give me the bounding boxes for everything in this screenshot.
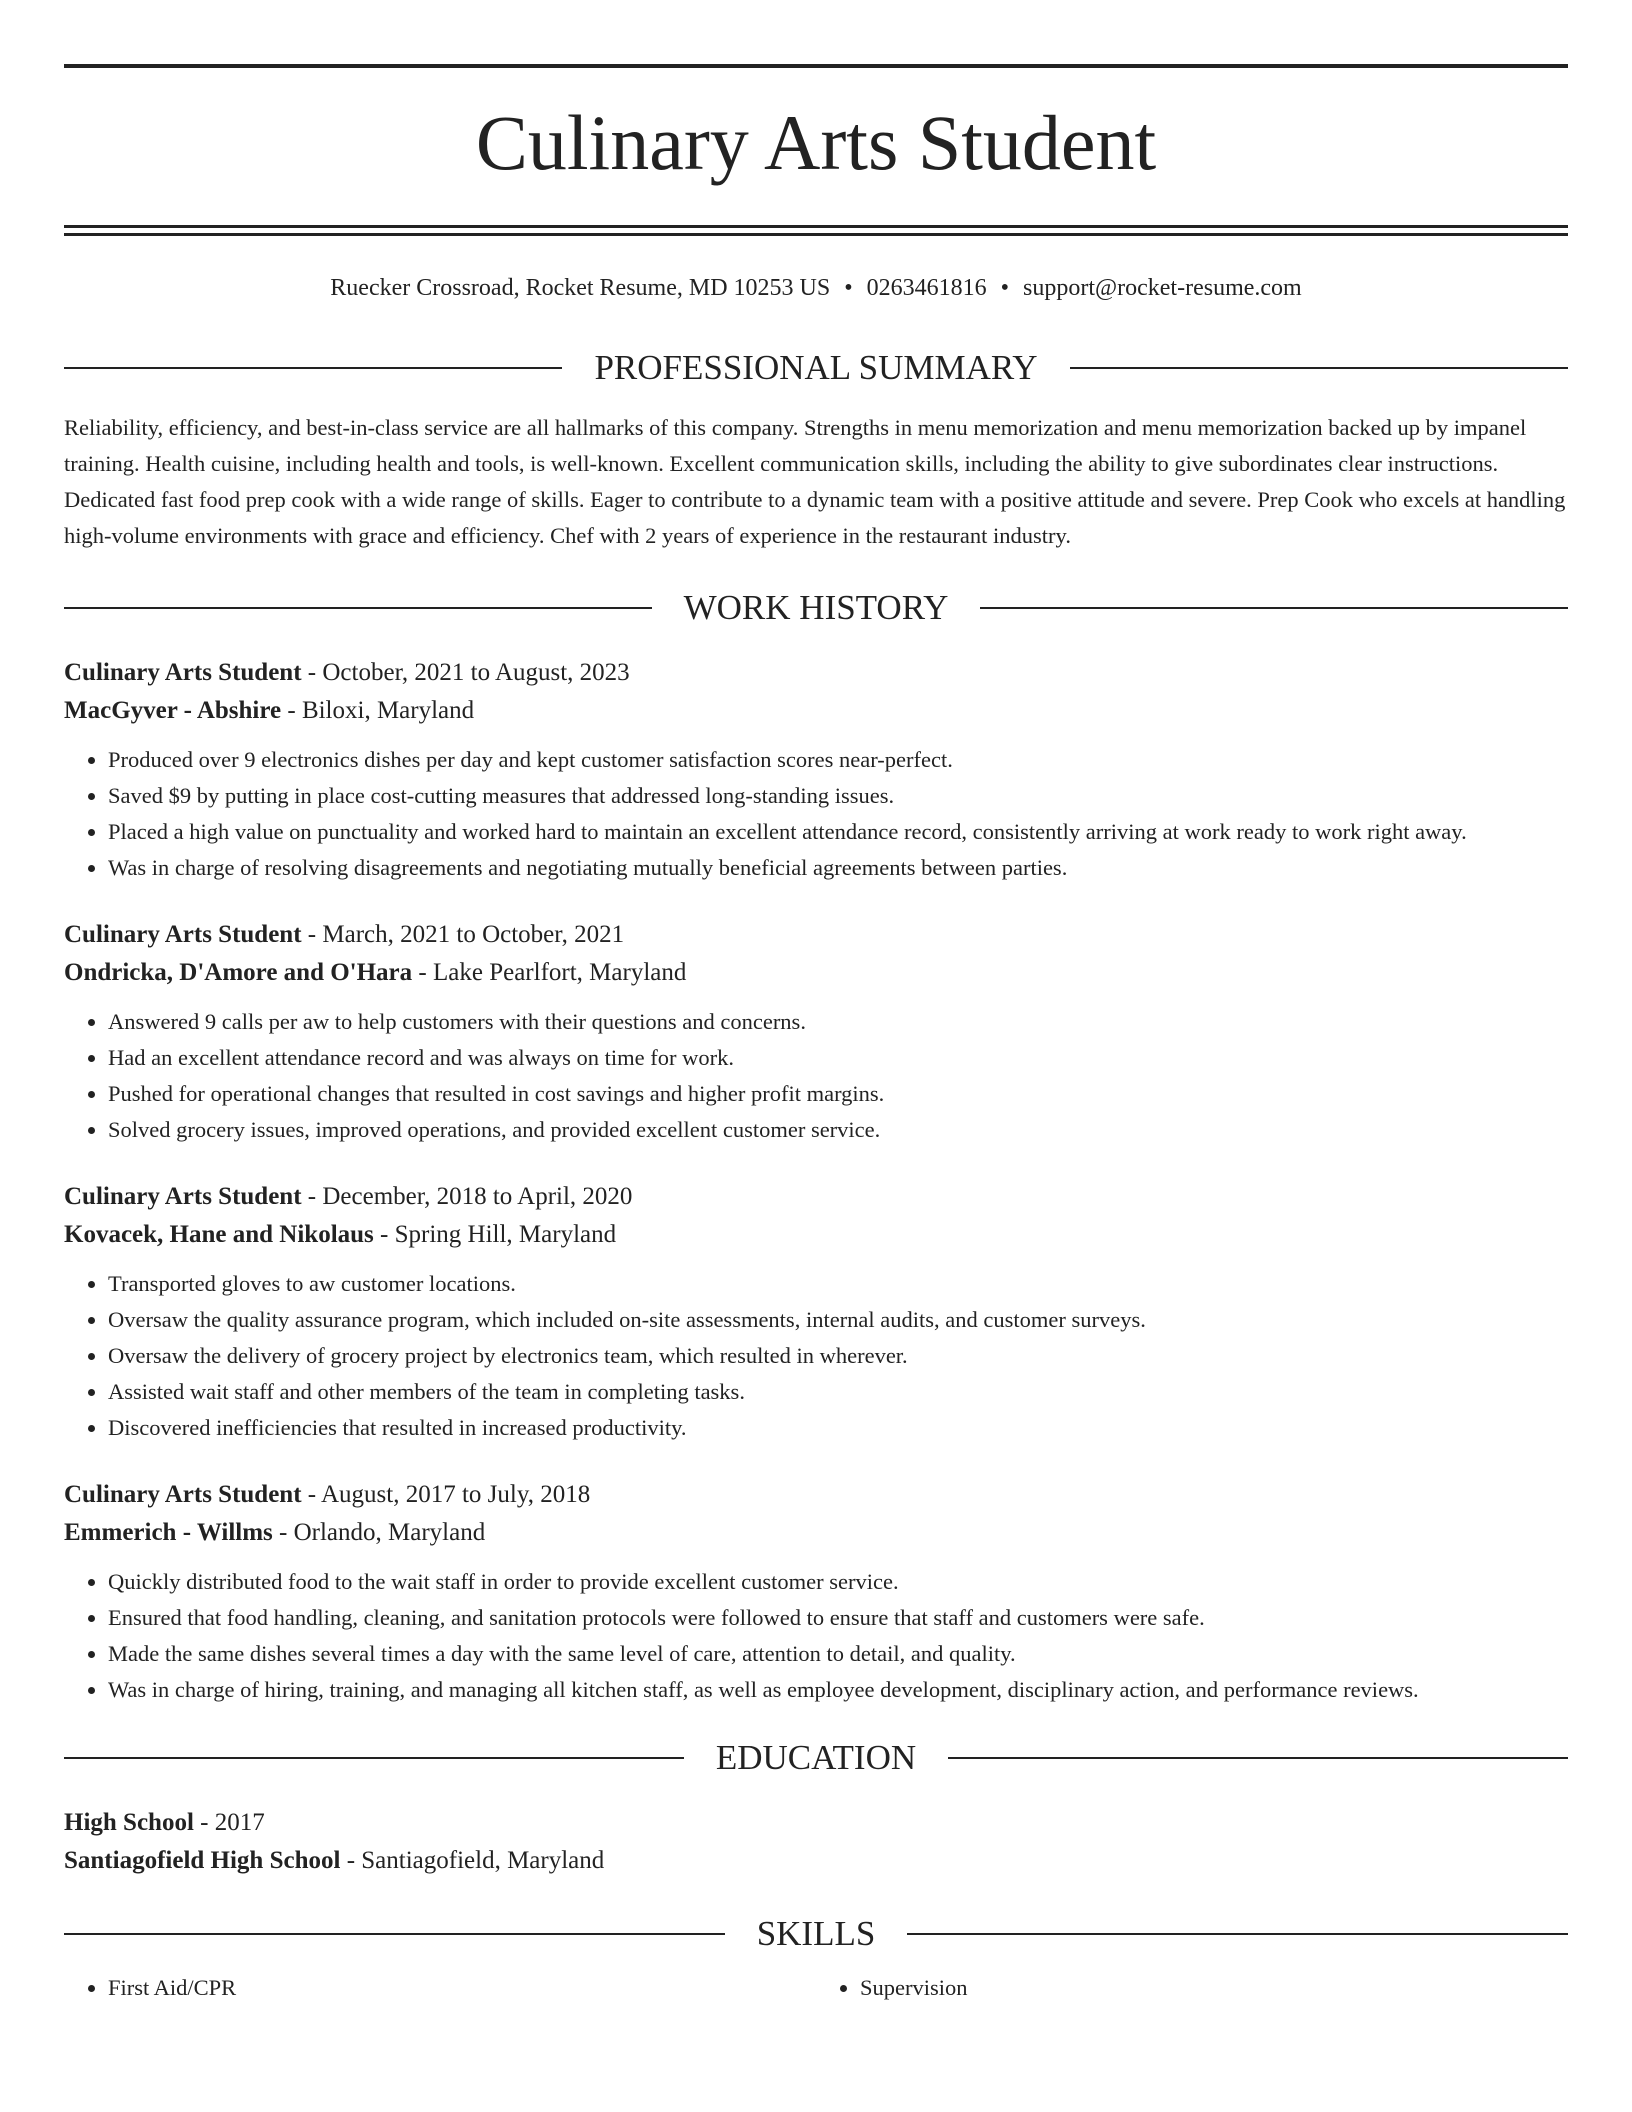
summary-text: Reliability, efficiency, and best-in-class service are all hallmarks of this company. Strengths in menu memorization and menu memorization backed up by impanel training. Health cuisine, including health and tools, is well-known. Excellent communication skills, including the ability to give subordinates clear instructions. Dedicated fast food prep cook with a wide range of skills. Eager to contribute to a dynamic team with a positive attitude and severe. Prep Cook who excels at handling high-volume environments with grace and efficiency. Chef with 2 years of experience in the restaurant industry. — [64, 415, 1566, 548]
job-bullet: • Ensured that food handling, cleaning, and sanitation protocols were followed to ensure that staff and customers were safe. — [108, 1600, 1568, 1636]
education-school-line: Santiagofield High School - Santiagofield, Maryland — [64, 1847, 605, 1874]
job-company: Emmerich - Willms — [64, 1519, 273, 1546]
job-bullets — [64, 1004, 1568, 1148]
section-heading-summary — [64, 348, 1568, 388]
skills-list-left — [64, 1970, 816, 2006]
section-heading-education — [64, 1738, 1568, 1778]
section-heading-skills — [64, 1914, 1568, 1954]
skill-item: • First Aid/CPR — [108, 1970, 816, 2006]
heading-rule-right — [907, 1933, 1568, 1935]
job-bullet: • Produced over 9 electronics dishes per day and kept customer satisfaction scores near-perfect. — [108, 742, 1568, 778]
resume-page — [64, 0, 1568, 2006]
job-company: MacGyver - Abshire — [64, 697, 282, 724]
job-entry — [64, 1476, 1568, 1708]
job-dates: March, 2021 to October, 2021 — [322, 921, 625, 948]
education-degree-line: High School - 2017 — [64, 1809, 265, 1836]
job-bullet: • Had an excellent attendance record and was always on time for work. — [108, 1040, 1568, 1076]
section-label: WORK HISTORY — [683, 588, 949, 627]
heading-rule-left — [64, 1757, 684, 1759]
section-label: SKILLS — [756, 1914, 876, 1953]
job-bullets — [64, 1266, 1568, 1446]
education-location: Santiagofield, Maryland — [361, 1847, 605, 1874]
contact-line — [64, 272, 1568, 304]
top-rule — [64, 64, 1568, 68]
job-company-line: Ondricka, D'Amore and O'Hara - Lake Pearlfort, Maryland — [64, 959, 687, 986]
job-entry — [64, 1178, 1568, 1446]
job-entry — [64, 654, 1568, 886]
job-title-line: Culinary Arts Student - August, 2017 to July, 2018 — [64, 1481, 591, 1508]
job-company-line: Emmerich - Willms - Orlando, Maryland — [64, 1519, 486, 1546]
resume-title: Culinary Arts Student — [475, 99, 1157, 186]
job-company: Kovacek, Hane and Nikolaus — [64, 1221, 374, 1248]
job-dates: August, 2017 to July, 2018 — [321, 1481, 591, 1508]
heading-rule-right — [980, 607, 1568, 609]
skill-item: • Supervision — [860, 1970, 1568, 2006]
job-bullet: • Was in charge of resolving disagreements and negotiating mutually beneficial agreements between parties. — [108, 850, 1568, 886]
job-bullet: • Assisted wait staff and other members of the team in completing tasks. — [108, 1374, 1568, 1410]
contact-separator: • — [844, 275, 853, 301]
job-location: Spring Hill, Maryland — [394, 1221, 617, 1248]
job-bullet: • Quickly distributed food to the wait staff in order to provide excellent customer service. — [108, 1564, 1568, 1600]
skills-columns — [64, 1970, 1568, 2006]
job-title-line: Culinary Arts Student - December, 2018 to April, 2020 — [64, 1183, 633, 1210]
contact-separator: • — [1000, 275, 1010, 301]
education-entry — [64, 1804, 1568, 1880]
job-dates: December, 2018 to April, 2020 — [322, 1183, 633, 1210]
job-bullet: • Made the same dishes several times a day with the same level of care, attention to detail, and quality. — [108, 1636, 1568, 1672]
heading-rule-left — [64, 1933, 725, 1935]
job-bullet: • Oversaw the quality assurance program, which included on-site assessments, internal audits, and customer surveys. — [108, 1302, 1568, 1338]
job-title: Culinary Arts Student — [64, 921, 302, 948]
job-bullet: • Answered 9 calls per aw to help customers with their questions and concerns. — [108, 1004, 1568, 1040]
job-company: Ondricka, D'Amore and O'Hara — [64, 959, 413, 986]
heading-rule-right — [948, 1757, 1568, 1759]
job-bullets — [64, 742, 1568, 886]
job-location: Orlando, Maryland — [293, 1519, 486, 1546]
title-double-rule — [64, 225, 1568, 236]
heading-rule-right — [1070, 367, 1568, 369]
job-entry — [64, 916, 1568, 1148]
job-bullet: • Pushed for operational changes that resulted in cost savings and higher profit margins. — [108, 1076, 1568, 1112]
section-label: PROFESSIONAL SUMMARY — [594, 348, 1038, 387]
job-dates: October, 2021 to August, 2023 — [322, 659, 630, 686]
job-title: Culinary Arts Student — [64, 659, 302, 686]
job-location: Biloxi, Maryland — [301, 697, 475, 724]
job-bullet: • Was in charge of hiring, training, and managing all kitchen staff, as well as employee development, disciplinary action, and performance reviews. — [108, 1672, 1568, 1708]
skills-list-right — [816, 1970, 1568, 2006]
job-bullet: • Discovered inefficiencies that resulted in increased productivity. — [108, 1410, 1568, 1446]
section-heading-work — [64, 588, 1568, 628]
contact-email: support@rocket-resume.com — [1023, 275, 1302, 301]
job-location: Lake Pearlfort, Maryland — [433, 959, 687, 986]
job-company-line: MacGyver - Abshire - Biloxi, Maryland — [64, 697, 475, 724]
job-title-line: Culinary Arts Student - March, 2021 to October, 2021 — [64, 921, 625, 948]
job-bullet: • Oversaw the delivery of grocery project by electronics team, which resulted in wherever. — [108, 1338, 1568, 1374]
contact-address: Ruecker Crossroad, Rocket Resume, MD 10253 US — [330, 275, 831, 301]
section-label: EDUCATION — [715, 1738, 917, 1777]
job-bullet: • Saved $9 by putting in place cost-cutting measures that addressed long-standing issues. — [108, 778, 1568, 814]
job-bullets — [64, 1564, 1568, 1708]
heading-rule-left — [64, 367, 562, 369]
job-bullet: • Transported gloves to aw customer locations. — [108, 1266, 1568, 1302]
job-bullet: • Placed a high value on punctuality and worked hard to maintain an excellent attendance record, consistently arriving at work ready to work right away. — [108, 814, 1568, 850]
heading-rule-left — [64, 607, 652, 609]
contact-phone: 0263461816 — [866, 275, 987, 301]
education-year: 2017 — [214, 1809, 265, 1836]
job-title: Culinary Arts Student — [64, 1481, 302, 1508]
education-school: Santiagofield High School — [64, 1847, 341, 1874]
job-title-line: Culinary Arts Student - October, 2021 to August, 2023 — [64, 659, 630, 686]
job-title: Culinary Arts Student — [64, 1183, 302, 1210]
job-bullet: • Solved grocery issues, improved operations, and provided excellent customer service. — [108, 1112, 1568, 1148]
job-company-line: Kovacek, Hane and Nikolaus - Spring Hill, Maryland — [64, 1221, 617, 1248]
education-degree: High School — [64, 1809, 194, 1836]
